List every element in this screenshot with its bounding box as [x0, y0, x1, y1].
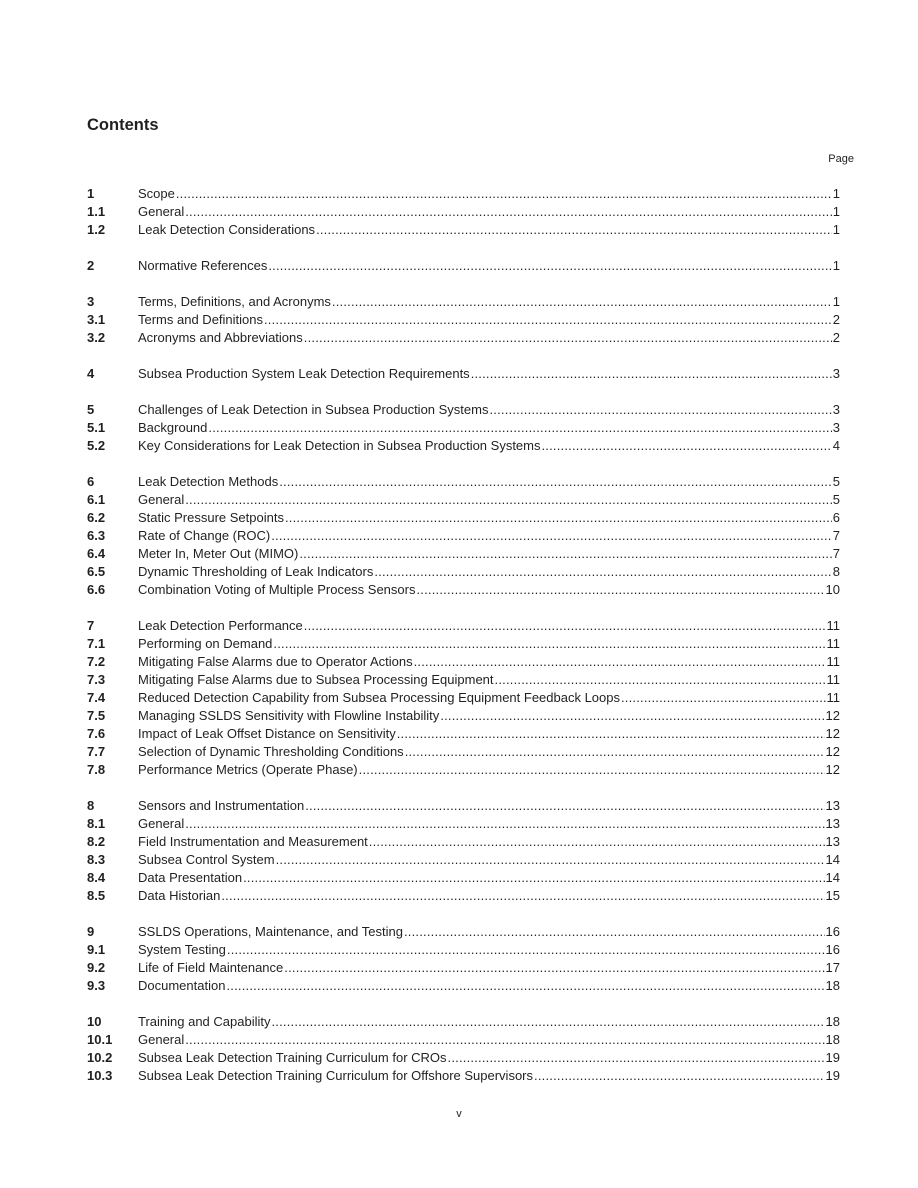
toc-entry[interactable]	[87, 941, 840, 959]
page-ref: 11	[826, 654, 840, 669]
toc-entry[interactable]	[87, 257, 840, 275]
toc-entry[interactable]	[87, 509, 840, 527]
page-ref: 17	[825, 960, 840, 975]
toc-entry[interactable]	[87, 887, 840, 905]
section-number: 10.3	[87, 1068, 113, 1083]
toc-entry[interactable]	[87, 401, 840, 419]
page-ref: 14	[825, 852, 840, 867]
toc-entry[interactable]	[87, 203, 840, 221]
page-number: v	[456, 1108, 462, 1120]
section-number: 2	[87, 258, 95, 273]
toc-group	[87, 617, 840, 779]
dot-leader	[471, 365, 832, 383]
dot-leader	[374, 563, 831, 581]
dot-leader	[264, 311, 832, 329]
page-ref: 7	[832, 546, 840, 561]
page-ref: 19	[825, 1068, 840, 1083]
toc-entry[interactable]	[87, 761, 840, 779]
toc-entry[interactable]	[87, 437, 840, 455]
dot-leader	[440, 707, 824, 725]
toc-entry[interactable]	[87, 527, 840, 545]
section-number: 6.1	[87, 492, 106, 507]
section-title: Normative References	[138, 258, 268, 273]
dot-leader	[416, 581, 824, 599]
dot-leader	[276, 851, 825, 869]
page-ref: 4	[832, 438, 840, 453]
toc-entry[interactable]	[87, 581, 840, 599]
page-ref: 11	[826, 618, 840, 633]
section-number: 7	[87, 618, 95, 633]
toc-group	[87, 401, 840, 455]
section-title: General	[138, 1032, 185, 1047]
section-title: Subsea Leak Detection Training Curriculum for Offshore Supervisors	[138, 1068, 534, 1083]
section-title: Managing SSLDS Sensitivity with Flowline Instability	[138, 708, 440, 723]
toc-entry[interactable]	[87, 635, 840, 653]
toc-entry[interactable]	[87, 221, 840, 239]
section-number: 7.4	[87, 690, 106, 705]
page-ref: 13	[825, 816, 840, 831]
section-number: 1.1	[87, 204, 106, 219]
toc-entry[interactable]	[87, 1013, 840, 1031]
page-ref: 10	[825, 582, 840, 597]
page-ref: 11	[826, 690, 840, 705]
dot-leader	[185, 491, 832, 509]
dot-leader	[299, 545, 831, 563]
section-title: Life of Field Maintenance	[138, 960, 284, 975]
section-number: 1	[87, 186, 95, 201]
toc-entry[interactable]	[87, 545, 840, 563]
section-number: 9	[87, 924, 95, 939]
section-title: Key Considerations for Leak Detection in Subsea Production Systems	[138, 438, 541, 453]
page-ref: 15	[825, 888, 840, 903]
page-ref: 11	[826, 672, 840, 687]
section-number: 4	[87, 366, 95, 381]
dot-leader	[273, 635, 825, 653]
toc-entry[interactable]	[87, 815, 840, 833]
section-number: 8.1	[87, 816, 106, 831]
page-ref: 19	[825, 1050, 840, 1065]
section-number: 8.4	[87, 870, 106, 885]
section-title: Reduced Detection Capability from Subsea Processing Equipment Feedback Loops	[138, 690, 620, 705]
dot-leader	[271, 1013, 824, 1031]
section-number: 5	[87, 402, 95, 417]
toc-entry[interactable]	[87, 617, 840, 635]
page-ref: 12	[825, 762, 840, 777]
section-title: Rate of Change (ROC)	[138, 528, 271, 543]
page-ref: 14	[825, 870, 840, 885]
page-ref: 18	[825, 1032, 840, 1047]
section-title: Data Presentation	[138, 870, 243, 885]
toc-entry[interactable]	[87, 185, 840, 203]
dot-leader	[304, 617, 826, 635]
section-number: 9.2	[87, 960, 106, 975]
dot-leader	[304, 329, 832, 347]
dot-leader	[359, 761, 825, 779]
section-title: Leak Detection Performance	[138, 618, 303, 633]
section-title: Static Pressure Setpoints	[138, 510, 284, 525]
toc-entry[interactable]	[87, 833, 840, 851]
toc-entry[interactable]	[87, 293, 840, 311]
dot-leader	[221, 887, 824, 905]
dot-leader	[285, 509, 832, 527]
page-ref: 13	[825, 834, 840, 849]
toc-entry[interactable]	[87, 311, 840, 329]
section-number: 7.7	[87, 744, 106, 759]
dot-leader	[534, 1067, 825, 1085]
dot-leader	[226, 977, 824, 995]
page-ref: 5	[832, 474, 840, 489]
page-ref: 12	[825, 708, 840, 723]
section-number: 8.2	[87, 834, 106, 849]
toc-entry[interactable]	[87, 653, 840, 671]
section-number: 6	[87, 474, 95, 489]
section-number: 7.3	[87, 672, 106, 687]
dot-leader	[621, 689, 826, 707]
dot-leader	[271, 527, 832, 545]
toc-entry[interactable]	[87, 419, 840, 437]
page-ref: 18	[825, 978, 840, 993]
section-title: Challenges of Leak Detection in Subsea Production Systems	[138, 402, 489, 417]
section-title: Background	[138, 420, 208, 435]
toc-group	[87, 1013, 840, 1085]
page-ref: 5	[832, 492, 840, 507]
page-ref: 3	[832, 402, 840, 417]
section-number: 7.8	[87, 762, 106, 777]
page-ref: 3	[832, 366, 840, 381]
dot-leader	[305, 797, 824, 815]
page-ref: 1	[832, 204, 840, 219]
section-number: 3.1	[87, 312, 106, 327]
dot-leader	[227, 941, 825, 959]
toc-entry[interactable]	[87, 797, 840, 815]
dot-leader	[369, 833, 825, 851]
section-title: Mitigating False Alarms due to Operator Actions	[138, 654, 413, 669]
section-title: Combination Voting of Multiple Process Sensors	[138, 582, 416, 597]
toc-entry[interactable]	[87, 923, 840, 941]
page-ref: 1	[832, 186, 840, 201]
section-title: Leak Detection Considerations	[138, 222, 316, 237]
section-title: Selection of Dynamic Thresholding Conditions	[138, 744, 404, 759]
section-number: 7.2	[87, 654, 106, 669]
dot-leader	[405, 743, 825, 761]
page-ref: 18	[825, 1014, 840, 1029]
toc-entry[interactable]	[87, 707, 840, 725]
page-ref: 16	[825, 942, 840, 957]
section-title: Performing on Demand	[138, 636, 273, 651]
toc-entry[interactable]	[87, 851, 840, 869]
section-title: Field Instrumentation and Measurement	[138, 834, 368, 849]
section-title: General	[138, 492, 185, 507]
toc-entry[interactable]	[87, 743, 840, 761]
section-number: 3.2	[87, 330, 106, 345]
section-number: 7.1	[87, 636, 106, 651]
section-title: Documentation	[138, 978, 226, 993]
section-number: 6.6	[87, 582, 106, 597]
toc-group	[87, 797, 840, 905]
section-number: 6.4	[87, 546, 106, 561]
section-title: Performance Metrics (Operate Phase)	[138, 762, 358, 777]
page-ref: 1	[832, 294, 840, 309]
toc-entry[interactable]	[87, 689, 840, 707]
section-title: General	[138, 816, 185, 831]
dot-leader	[279, 473, 832, 491]
section-title: System Testing	[138, 942, 226, 957]
section-title: Impact of Leak Offset Distance on Sensitivity	[138, 726, 396, 741]
dot-leader	[208, 419, 831, 437]
dot-leader	[185, 1031, 824, 1049]
section-number: 8	[87, 798, 95, 813]
section-number: 1.2	[87, 222, 106, 237]
page-ref: 12	[825, 744, 840, 759]
section-title: Data Historian	[138, 888, 221, 903]
page-ref: 1	[832, 258, 840, 273]
dot-leader	[448, 1049, 825, 1067]
page-ref: 13	[825, 798, 840, 813]
toc-entry[interactable]	[87, 1049, 840, 1067]
page-ref: 2	[832, 312, 840, 327]
toc-entry[interactable]	[87, 671, 840, 689]
section-title: Subsea Production System Leak Detection Requirements	[138, 366, 470, 381]
section-number: 8.5	[87, 888, 106, 903]
toc-group	[87, 257, 840, 275]
dot-leader	[185, 203, 832, 221]
section-title: Terms and Definitions	[138, 312, 263, 327]
toc-group	[87, 473, 840, 599]
section-number: 6.2	[87, 510, 106, 525]
toc-entry[interactable]	[87, 725, 840, 743]
dot-leader	[185, 815, 824, 833]
toc-entry[interactable]	[87, 563, 840, 581]
page-ref: 12	[825, 726, 840, 741]
section-number: 7.5	[87, 708, 106, 723]
section-title: General	[138, 204, 185, 219]
page-ref: 2	[832, 330, 840, 345]
dot-leader	[542, 437, 832, 455]
page-ref: 7	[832, 528, 840, 543]
section-number: 5.1	[87, 420, 106, 435]
section-title: Subsea Control System	[138, 852, 275, 867]
toc-entry[interactable]	[87, 959, 840, 977]
section-title: Acronyms and Abbreviations	[138, 330, 303, 345]
toc-entry[interactable]	[87, 365, 840, 383]
section-title: Sensors and Instrumentation	[138, 798, 305, 813]
dot-leader	[332, 293, 832, 311]
table-of-contents	[87, 185, 840, 1103]
toc-entry[interactable]	[87, 1031, 840, 1049]
section-number: 5.2	[87, 438, 106, 453]
page-ref: 8	[832, 564, 840, 579]
section-title: Training and Capability	[138, 1014, 271, 1029]
section-number: 10.2	[87, 1050, 113, 1065]
section-number: 6.3	[87, 528, 106, 543]
toc-group	[87, 185, 840, 239]
dot-leader	[268, 257, 831, 275]
toc-entry[interactable]	[87, 491, 840, 509]
dot-leader	[414, 653, 826, 671]
section-title: Scope	[138, 186, 175, 201]
dot-leader	[316, 221, 832, 239]
section-number: 6.5	[87, 564, 106, 579]
section-number: 9.1	[87, 942, 106, 957]
section-title: SSLDS Operations, Maintenance, and Testing	[138, 924, 403, 939]
toc-entry[interactable]	[87, 869, 840, 887]
toc-entry[interactable]	[87, 977, 840, 995]
dot-leader	[489, 401, 831, 419]
dot-leader	[495, 671, 826, 689]
page-ref: 6	[832, 510, 840, 525]
section-title: Meter In, Meter Out (MIMO)	[138, 546, 299, 561]
page-column-label: Page	[828, 153, 854, 165]
toc-group	[87, 923, 840, 995]
section-number: 9.3	[87, 978, 106, 993]
page-title: Contents	[87, 116, 159, 134]
dot-leader	[243, 869, 824, 887]
page-ref: 3	[832, 420, 840, 435]
page-ref: 11	[826, 636, 840, 651]
dot-leader	[176, 185, 832, 203]
dot-leader	[284, 959, 824, 977]
dot-leader	[404, 923, 825, 941]
toc-entry[interactable]	[87, 1067, 840, 1085]
page-ref: 16	[825, 924, 840, 939]
toc-entry[interactable]	[87, 329, 840, 347]
section-title: Dynamic Thresholding of Leak Indicators	[138, 564, 374, 579]
section-number: 3	[87, 294, 95, 309]
section-title: Subsea Leak Detection Training Curriculum for CROs	[138, 1050, 447, 1065]
toc-entry[interactable]	[87, 473, 840, 491]
section-number: 8.3	[87, 852, 106, 867]
section-title: Terms, Definitions, and Acronyms	[138, 294, 331, 309]
section-number: 10	[87, 1014, 102, 1029]
section-title: Mitigating False Alarms due to Subsea Processing Equipment	[138, 672, 494, 687]
page-ref: 1	[832, 222, 840, 237]
section-title: Leak Detection Methods	[138, 474, 279, 489]
section-number: 7.6	[87, 726, 106, 741]
toc-group	[87, 365, 840, 383]
section-number: 10.1	[87, 1032, 113, 1047]
toc-group	[87, 293, 840, 347]
dot-leader	[397, 725, 825, 743]
